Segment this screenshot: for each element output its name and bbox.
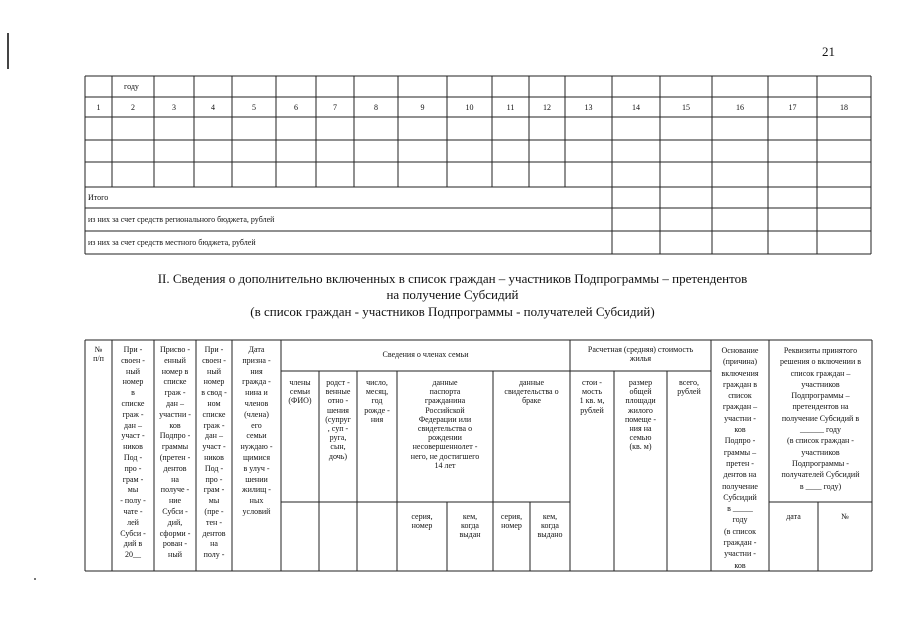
summary-row-total: Итого — [88, 193, 109, 202]
column-number: 18 — [840, 103, 848, 112]
margin-line — [7, 33, 9, 69]
column-number: 14 — [632, 103, 640, 112]
section-title-line2: на получение Субсидий — [386, 287, 519, 302]
column-number: 6 — [294, 103, 298, 112]
column-number: 10 — [465, 103, 474, 112]
family-birth-header: число, месяц, год рожде - ния — [364, 378, 390, 424]
column-number: 7 — [333, 103, 337, 112]
passport-series-header: серия, номер — [411, 512, 433, 531]
col-date-header: Дата призна - ния гражда - нина и членов (члена) его семьи нуждаю - щимися в улуч - шении жилищ - ных условий — [240, 345, 273, 516]
column-number: 8 — [374, 103, 378, 112]
summary-row-regional: из них за счет средств регионального бюджета, рублей — [88, 215, 275, 224]
decision-number-header: № — [841, 512, 849, 521]
scan-artifact — [34, 578, 36, 580]
section-title-line3: (в список граждан - участников Подпрограммы - получателей Субсидий) — [250, 304, 655, 319]
column-number: 15 — [682, 103, 690, 112]
section-title-line1: II. Сведения о дополнительно включенных в список граждан – участников Подпрограммы – претендентов — [157, 271, 748, 286]
top-table-header-fragment: году — [124, 82, 139, 91]
col-assigned-applicants-header: Присво - енный номер в списке граж - дан – участни - ков Подпро - граммы (претен - дентов на получе - ние Субси - дий, сформи - рован - ный — [159, 345, 191, 560]
column-number: 12 — [543, 103, 551, 112]
column-number: 16 — [736, 103, 744, 112]
column-number: 13 — [584, 103, 593, 112]
column-number: 1 — [96, 103, 101, 112]
col-number-header: № п/п — [93, 345, 104, 364]
column-number: 3 — [172, 103, 176, 112]
family-marriage-header: данные свидетельства о браке — [504, 378, 559, 406]
cost-per-m2-header: стои - мость 1 кв. м, рублей — [579, 378, 605, 415]
passport-issued-header: кем, когда выдан — [459, 512, 481, 540]
col-assigned-list-header: При - своен - ный номер в списке граж - дан – участ - ников Под - про - грам - мы - полу - чате - лей Субси - дий в 20__ — [120, 345, 146, 560]
column-number: 9 — [420, 103, 425, 112]
family-passport-header: данные паспорта гражданина Российской Федерации или свидетельства о рождении несовершеннолет - него, не достигшего 14 лет — [410, 378, 480, 470]
cost-total-header: всего, рублей — [677, 378, 701, 397]
cost-area-header: размер общей площади жилого помеще - ния на семью (кв. м) — [624, 378, 657, 452]
marriage-issued-header: кем, когда выдано — [537, 512, 563, 540]
decision-date-header: дата — [786, 512, 801, 521]
column-number: 2 — [131, 103, 135, 112]
col-decision-header: Реквизиты принятого решения о включении в список граждан – участников Подпрограммы – претендентов на получение Субсидий в ______ году (в список граждан - участников Подпрограммы - получателей Субсидий в ____ году) — [779, 346, 862, 491]
family-group-header: Сведения о членах семьи — [382, 350, 469, 359]
summary-row-local: из них за счет средств местного бюджета, рублей — [88, 238, 256, 247]
column-number: 17 — [788, 103, 797, 112]
family-relation-header: родст - венные отно - шения (супруг , суп - руга, сын, дочь) — [325, 378, 351, 461]
page-number: 21 — [822, 44, 835, 59]
col-assigned-summary-header: При - своен - ный номер в свод - ном списке граж - дан – участ - ников Под - про - грам - мы (пре - тен - дентов на полу - — [201, 345, 227, 560]
family-members-header: члены семьи (ФИО) — [288, 378, 312, 406]
cost-group-header: Расчетная (средняя) стоимость жилья — [587, 345, 694, 364]
col-reason-header: Основание (причина) включения граждан в список граждан – участни - ков Подпро - граммы – претен - дентов на получение Субсидий в _____ году (в список граждан - участни - ков — [721, 346, 759, 570]
column-number: 11 — [506, 103, 515, 112]
column-number: 5 — [252, 103, 256, 112]
marriage-series-header: серия, номер — [500, 512, 523, 531]
column-number: 4 — [211, 103, 215, 112]
